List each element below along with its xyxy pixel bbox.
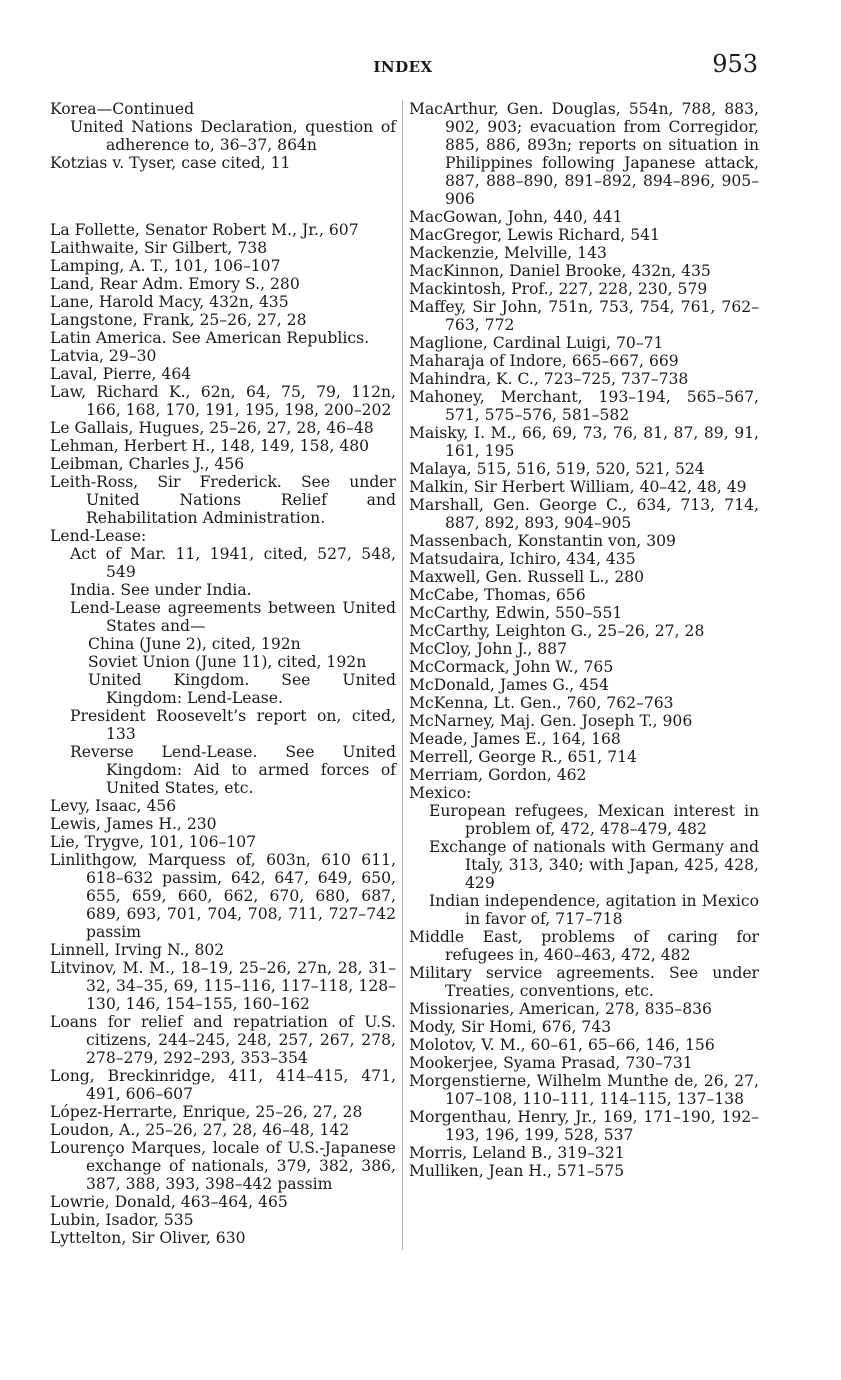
index-entry: Litvinov, M. M., 18–19, 25–26, 27n, 28, 31–32, 34–35, 69, 115–116, 117–118, 128–130, 146, 154–155, 160–162 <box>50 959 396 1014</box>
index-entry: Lourenço Marques, locale of U.S.-Japanese exchange of nationals, 379, 382, 386, 387, 388, 393, 398–442 passim <box>50 1139 396 1194</box>
index-entry: McCarthy, Edwin, 550–551 <box>409 604 623 622</box>
index-entry: Langstone, Frank, 25–26, 27, 28 <box>50 311 307 330</box>
index-entry: Mookerjee, Syama Prasad, 730–731 <box>409 1054 693 1072</box>
index-entry: Linlithgow, Marquess of, 603n, 610 611, 618–632 passim, 642, 647, 649, 650, 655, 659, 660, 662, 670, 680, 687, 689, 693, 701, 704, 708, 711, 727–742 passim <box>50 851 396 942</box>
index-entry: Korea—Continued <box>50 100 195 118</box>
index-entry: Linnell, Irving N., 802 <box>50 941 225 960</box>
index-entry: Lane, Harold Macy, 432n, 435 <box>50 293 289 312</box>
index-entry: Law, Richard K., 62n, 64, 75, 79, 112n, 166, 168, 170, 191, 195, 198, 200–202 <box>50 383 396 420</box>
index-entry: Molotov, V. M., 60–61, 65–66, 146, 156 <box>409 1036 715 1054</box>
index-entry: Merrell, George R., 651, 714 <box>409 748 637 766</box>
entry-spacer <box>50 188 396 206</box>
column-divider <box>402 100 403 1250</box>
index-entry: McCarthy, Leighton G., 25–26, 27, 28 <box>409 622 705 640</box>
index-subentry: European refugees, Mexican interest in problem of, 472, 478–479, 482 <box>429 802 759 838</box>
index-entry: Latin America. See American Republics. <box>50 329 370 348</box>
index-entry: Mackintosh, Prof., 227, 228, 230, 579 <box>409 280 708 298</box>
index-column-left <box>50 100 396 1247</box>
index-entry: Massenbach, Konstantin von, 309 <box>409 532 676 550</box>
index-entry: Mackenzie, Melville, 143 <box>409 244 607 262</box>
index-entry: Lie, Trygve, 101, 106–107 <box>50 833 257 852</box>
index-entry: Lehman, Herbert H., 148, 149, 158, 480 <box>50 437 370 456</box>
index-entry: Leibman, Charles J., 456 <box>50 455 245 474</box>
index-entry: MacArthur, Gen. Douglas, 554n, 788, 883, 902, 903; evacuation from Corregidor, 885, 886, 893n; reports on situation in Philippines following Japanese attack, 887, 888–890, 891–892, 894–896, 905–906 <box>409 100 759 208</box>
index-subentry: India. See under India. <box>70 581 252 600</box>
index-entry: Maffey, Sir John, 751n, 753, 754, 761, 762–763, 772 <box>409 298 759 334</box>
index-entry: Malkin, Sir Herbert William, 40–42, 48, 49 <box>409 478 747 496</box>
index-entry: Middle East, problems of caring for refugees in, 460–463, 472, 482 <box>409 928 759 964</box>
index-entry: Levy, Isaac, 456 <box>50 797 177 816</box>
index-entry: Maxwell, Gen. Russell L., 280 <box>409 568 645 586</box>
index-entry: Latvia, 29–30 <box>50 347 157 366</box>
index-entry: Laithwaite, Sir Gilbert, 738 <box>50 239 268 258</box>
index-entry: Meade, James E., 164, 168 <box>409 730 621 748</box>
index-entry: Leith-Ross, Sir Frederick. See under United Nations Relief and Rehabilitation Administration. <box>50 473 396 528</box>
index-entry: Lamping, A. T., 101, 106–107 <box>50 257 281 276</box>
index-subentry: Indian independence, agitation in Mexico in favor of, 717–718 <box>429 892 759 928</box>
index-entry: Merriam, Gordon, 462 <box>409 766 587 784</box>
index-entry: Maglione, Cardinal Luigi, 70–71 <box>409 334 664 352</box>
index-entry: Mahindra, K. C., 723–725, 737–738 <box>409 370 689 388</box>
index-entry: Lyttelton, Sir Oliver, 630 <box>50 1229 246 1248</box>
index-entry: López-Herrarte, Enrique, 25–26, 27, 28 <box>50 1103 363 1122</box>
index-entry: Long, Breckinridge, 411, 414–415, 471, 491, 606–607 <box>50 1067 396 1104</box>
index-entry: Lowrie, Donald, 463–464, 465 <box>50 1193 288 1212</box>
index-entry: McNarney, Maj. Gen. Joseph T., 906 <box>409 712 693 730</box>
index-entry: Lubin, Isador, 535 <box>50 1211 194 1230</box>
index-entry: Morgenstierne, Wilhelm Munthe de, 26, 27, 107–108, 110–111, 114–115, 137–138 <box>409 1072 759 1108</box>
index-entry: Morris, Leland B., 319–321 <box>409 1144 625 1162</box>
index-entry: MacGregor, Lewis Richard, 541 <box>409 226 660 244</box>
index-entry: Land, Rear Adm. Emory S., 280 <box>50 275 300 294</box>
index-entry: Missionaries, American, 278, 835–836 <box>409 1000 712 1018</box>
index-entry: La Follette, Senator Robert M., Jr., 607 <box>50 221 359 240</box>
index-column-right <box>409 100 759 1180</box>
page-header <box>48 50 758 82</box>
index-entry: Marshall, Gen. George C., 634, 713, 714, 887, 892, 893, 904–905 <box>409 496 759 532</box>
index-entry: McKenna, Lt. Gen., 760, 762–763 <box>409 694 674 712</box>
index-subentry: Soviet Union (June 11), cited, 192n <box>88 653 367 672</box>
index-subentry: Act of Mar. 11, 1941, cited, 527, 548, 549 <box>70 545 396 582</box>
index-entry: Morgenthau, Henry, Jr., 169, 171–190, 192–193, 196, 199, 528, 537 <box>409 1108 759 1144</box>
index-entry: Loans for relief and repatriation of U.S. citizens, 244–245, 248, 257, 267, 278, 278–279, 292–293, 353–354 <box>50 1013 396 1068</box>
index-subentry: China (June 2), cited, 192n <box>88 635 301 654</box>
index-entry: Lewis, James H., 230 <box>50 815 217 834</box>
index-subentry: Reverse Lend-Lease. See United Kingdom: Aid to armed forces of United States, etc. <box>70 743 396 798</box>
page-number: 953 <box>712 50 758 78</box>
index-entry: Kotzias v. Tyser, case cited, 11 <box>50 154 291 172</box>
index-entry: Lend-Lease: <box>50 527 147 546</box>
index-entry: Malaya, 515, 516, 519, 520, 521, 524 <box>409 460 705 478</box>
index-entry: Mulliken, Jean H., 571–575 <box>409 1162 625 1180</box>
index-entry: McDonald, James G., 454 <box>409 676 609 694</box>
index-entry: McCabe, Thomas, 656 <box>409 586 586 604</box>
index-subentry: United Kingdom. See United Kingdom: Lend-Lease. <box>88 671 396 708</box>
index-entry: MacGowan, John, 440, 441 <box>409 208 623 226</box>
index-entry: Military service agreements. See under Treaties, conventions, etc. <box>409 964 759 1000</box>
index-entry: Maharaja of Indore, 665–667, 669 <box>409 352 679 370</box>
index-subentry: President Roosevelt’s report on, cited, 133 <box>70 707 396 744</box>
index-entry: McCloy, John J., 887 <box>409 640 568 658</box>
index-entry: Mody, Sir Homi, 676, 743 <box>409 1018 612 1036</box>
index-entry: McCormack, John W., 765 <box>409 658 614 676</box>
index-subentry: Lend-Lease agreements between United States and— <box>70 599 396 636</box>
index-entry: Laval, Pierre, 464 <box>50 365 192 384</box>
index-subentry: Exchange of nationals with Germany and Italy, 313, 340; with Japan, 425, 428, 429 <box>429 838 759 892</box>
running-title: INDEX <box>373 58 433 76</box>
index-entry: Mahoney, Merchant, 193–194, 565–567, 571, 575–576, 581–582 <box>409 388 759 424</box>
index-entry: Maisky, I. M., 66, 69, 73, 76, 81, 87, 89, 91, 161, 195 <box>409 424 759 460</box>
index-entry: Loudon, A., 25–26, 27, 28, 46–48, 142 <box>50 1121 350 1140</box>
index-subentry: United Nations Declaration, question of adherence to, 36–37, 864n <box>70 118 396 154</box>
index-entry: Le Gallais, Hugues, 25–26, 27, 28, 46–48 <box>50 419 374 438</box>
index-entry: MacKinnon, Daniel Brooke, 432n, 435 <box>409 262 711 280</box>
index-entry: Mexico: <box>409 784 472 802</box>
index-entry: Matsudaira, Ichiro, 434, 435 <box>409 550 636 568</box>
